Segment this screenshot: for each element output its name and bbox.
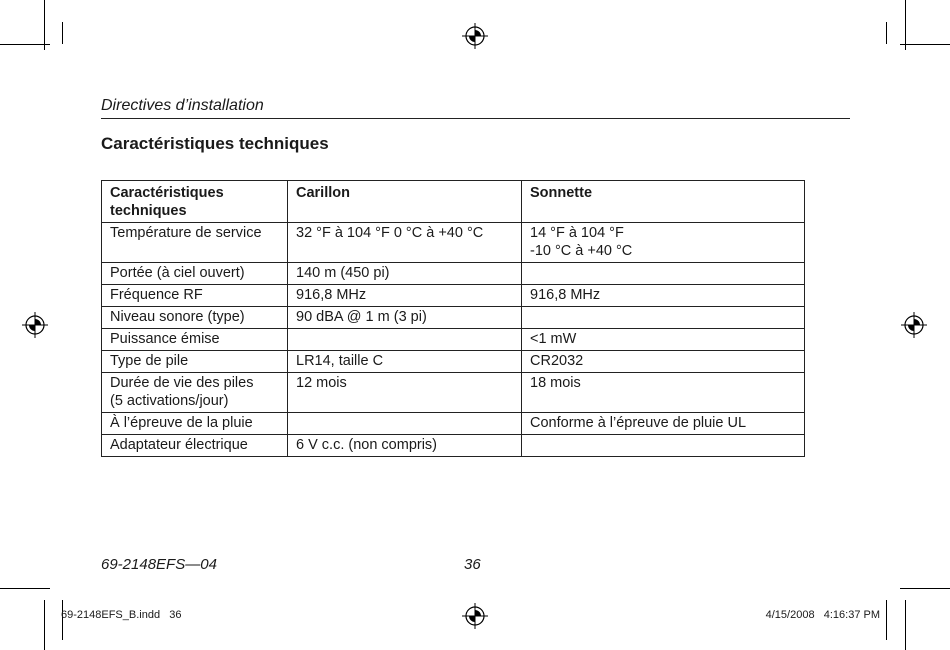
- crop-mark: [900, 44, 950, 45]
- table-row: [102, 263, 805, 285]
- running-header: Directives d’installation: [101, 97, 264, 114]
- sonnette-value-line: 14 °F à 104 °F: [530, 225, 624, 241]
- spec-label: À l’épreuve de la pluie: [102, 413, 288, 435]
- spec-label: Portée (à ciel ouvert): [102, 263, 288, 285]
- table-row: [102, 307, 805, 329]
- spec-label: Niveau sonore (type): [102, 307, 288, 329]
- crop-mark: [886, 600, 887, 640]
- carillon-value: [288, 413, 522, 435]
- table-row: [102, 435, 805, 457]
- sonnette-value: [522, 307, 805, 329]
- carillon-value: LR14, taille C: [288, 351, 522, 373]
- section-title: Caractéristiques techniques: [101, 134, 329, 153]
- carillon-value: [288, 329, 522, 351]
- table-row: [102, 223, 805, 263]
- header-rule: [101, 118, 850, 119]
- spec-label-line: (5 activations/jour): [110, 393, 229, 409]
- sonnette-value: [522, 435, 805, 457]
- specifications-table: [101, 180, 805, 457]
- page-number: 36: [464, 556, 481, 573]
- table-header-row: [102, 181, 805, 223]
- spec-label: Adaptateur électrique: [102, 435, 288, 457]
- crop-mark: [905, 600, 906, 650]
- sonnette-value-line: -10 °C à +40 °C: [530, 243, 633, 259]
- carillon-value: 12 mois: [288, 373, 522, 413]
- registration-mark-icon: [901, 312, 927, 338]
- crop-mark: [886, 22, 887, 44]
- carillon-value: 6 V c.c. (non compris): [288, 435, 522, 457]
- sonnette-value: [522, 223, 805, 263]
- sonnette-value: CR2032: [522, 351, 805, 373]
- crop-mark: [62, 22, 63, 44]
- crop-mark: [44, 0, 45, 50]
- slug-filename: 69-2148EFS_B.indd 36: [61, 609, 182, 621]
- registration-mark-icon: [22, 312, 48, 338]
- spec-label: Fréquence RF: [102, 285, 288, 307]
- crop-mark: [44, 600, 45, 650]
- sonnette-value: [522, 263, 805, 285]
- sonnette-value: <1 mW: [522, 329, 805, 351]
- carillon-value: 140 m (450 pi): [288, 263, 522, 285]
- table-row: [102, 413, 805, 435]
- table-row: [102, 373, 805, 413]
- header-cell: Sonnette: [522, 181, 805, 223]
- spec-label: Puissance émise: [102, 329, 288, 351]
- header-cell: Carillon: [288, 181, 522, 223]
- spec-label: Température de service: [102, 223, 288, 263]
- spec-label: [102, 373, 288, 413]
- crop-mark: [0, 588, 50, 589]
- header-cell: Caractéristiques techniques: [102, 181, 288, 223]
- registration-mark-icon: [462, 23, 488, 49]
- crop-mark: [900, 588, 950, 589]
- spec-label: Type de pile: [102, 351, 288, 373]
- crop-mark: [905, 0, 906, 50]
- table-row: [102, 285, 805, 307]
- registration-mark-icon: [462, 603, 488, 629]
- table-row: [102, 351, 805, 373]
- slug-timestamp: 4/15/2008 4:16:37 PM: [765, 609, 880, 621]
- table-row: [102, 329, 805, 351]
- document-number: 69-2148EFS—04: [101, 556, 217, 573]
- carillon-value: 90 dBA @ 1 m (3 pi): [288, 307, 522, 329]
- carillon-value: 916,8 MHz: [288, 285, 522, 307]
- sonnette-value: 916,8 MHz: [522, 285, 805, 307]
- spec-label-line: Durée de vie des piles: [110, 375, 254, 391]
- sonnette-value: 18 mois: [522, 373, 805, 413]
- sonnette-value: Conforme à l’épreuve de pluie UL: [522, 413, 805, 435]
- carillon-value: 32 °F à 104 °F 0 °C à +40 °C: [288, 223, 522, 263]
- crop-mark: [0, 44, 50, 45]
